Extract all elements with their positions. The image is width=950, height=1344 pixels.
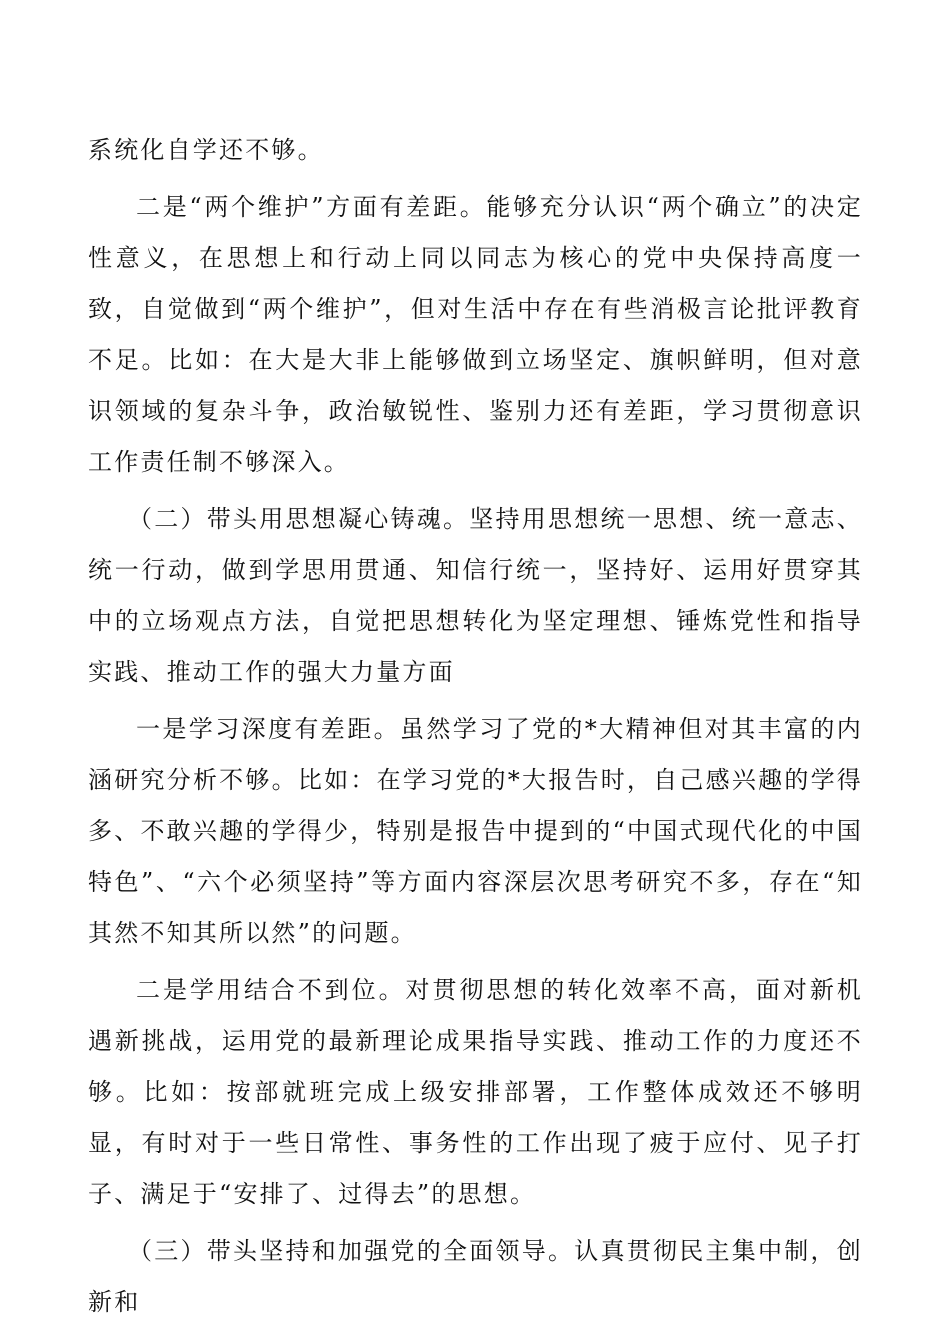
- paragraph-two-maintenances: 二是“两个维护”方面有差距。能够充分认识“两个确立”的决定性意义，在思想上和行动上同以同志为核心的党中央保持高度一致，自觉做到“两个维护”，但对生活中存在有些消极言论批评教育不足。比如：在大是大非上能够做到立场坚定、旗帜鲜明，但对意识领域的复杂斗争，政治敏锐性、鉴别力还有差距，学习贯彻意识工作责任制不够深入。: [88, 193, 863, 476]
- paragraph-study-application: 二是学用结合不到位。对贯彻思想的转化效率不高，面对新机遇新挑战，运用党的最新理论成果指导实践、推动工作的力度还不够。比如：按部就班完成上级安排部署，工作整体成效还不够明显，有时对于一些日常性、事务性的工作出现了疲于应付、见子打子、满足于“安排了、过得去”的思想。: [88, 976, 863, 1208]
- section-heading-2: （二）带头用思想凝心铸魂。坚持用思想统一思想、统一意志、统一行动，做到学思用贯通、知信行统一，坚持好、运用好贯穿其中的立场观点方法，自觉把思想转化为坚定理想、锤炼党性和指导实践、推动工作的强大力量方面: [88, 505, 863, 686]
- document-body: [88, 125, 863, 1334]
- section-heading-3: （三）带头坚持和加强党的全面领导。认真贯彻民主集中制，创新和: [88, 1237, 863, 1316]
- paragraph-continuation: 系统化自学还不够。: [88, 136, 324, 164]
- paragraph-study-depth: 一是学习深度有差距。虽然学习了党的*大精神但对其丰富的内涵研究分析不够。比如：在学习党的*大报告时，自己感兴趣的学得多、不敢兴趣的学得少，特别是报告中提到的“中国式现代化的中国特色”、“六个必须坚持”等方面内容深层次思考研究不多，存在“知其然不知其所以然”的问题。: [88, 715, 863, 947]
